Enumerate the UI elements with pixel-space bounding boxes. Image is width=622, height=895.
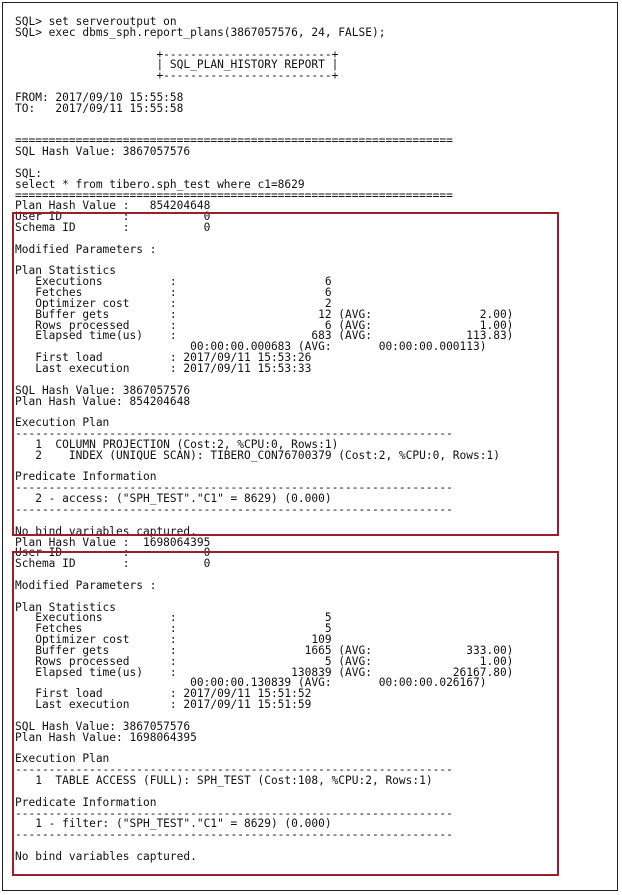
report-line: Last execution : 2017/09/11 15:51:59	[15, 698, 312, 712]
report-line: FROM: 2017/09/10 15:55:58	[15, 90, 184, 104]
report-line: Buffer gets : 1665 (AVG: 333.00)	[15, 643, 514, 657]
report-line: select * from tibero.sph_test where c1=8629	[15, 177, 305, 191]
report-line: Optimizer cost : 2	[15, 296, 332, 310]
report-line: SQL> set serveroutput on	[15, 15, 177, 28]
report-line: | SQL_PLAN_HISTORY REPORT |	[15, 58, 339, 72]
report-line: Schema ID : 0	[15, 221, 211, 235]
report-line: Elapsed time(us) : 683 (AVG: 113.83)	[15, 329, 514, 343]
report-line	[15, 158, 513, 169]
report-line: TO: 2017/09/11 15:55:58	[15, 101, 184, 115]
report-line: Last execution : 2017/09/11 15:53:33	[15, 362, 312, 375]
plan-highlight-box-1	[12, 212, 559, 536]
report-line: Predicate Information	[15, 470, 157, 484]
report-line: -----------------------------------------------------------------	[15, 828, 453, 842]
report-line: 00:00:00.130839 (AVG: 00:00:00.026167)	[15, 676, 487, 690]
report-line: Elapsed time(us) : 130839 (AVG: 26167.80)	[15, 665, 514, 679]
report-line: +-------------------------+	[15, 69, 339, 83]
report-line: Executions : 5	[15, 611, 332, 625]
report-line: Plan Hash Value: 854204648	[15, 394, 191, 408]
report-line: Plan Statistics	[15, 264, 117, 278]
report-line: Fetches : 5	[15, 622, 332, 636]
report-line: Executions : 6	[15, 275, 332, 289]
report-line: Fetches : 6	[15, 286, 332, 300]
report-line: Schema ID : 0	[15, 557, 211, 571]
report-line	[15, 115, 513, 126]
report-line: Predicate Information	[15, 795, 157, 809]
report-line: User ID : 0	[15, 210, 211, 224]
report-line: Plan Hash Value: 1698064395	[15, 730, 197, 744]
report-line: Rows processed : 6 (AVG: 1.00)	[15, 318, 514, 332]
report-line: 00:00:00.000683 (AVG: 00:00:00.000113)	[15, 340, 487, 354]
report-line: -----------------------------------------------------------------	[15, 502, 453, 516]
report-line: -----------------------------------------------------------------	[15, 806, 453, 820]
report-line: =================================================================	[15, 134, 453, 148]
report-line: Optimizer cost : 109	[15, 633, 332, 647]
report-line: Execution Plan	[15, 416, 110, 430]
report-line: SQL> exec dbms_sph.report_plans(3867057576, 24, FALSE);	[15, 25, 386, 39]
report-line: -----------------------------------------------------------------	[15, 763, 453, 777]
report-line: First load : 2017/09/11 15:51:52	[15, 687, 312, 701]
report-line: 2 INDEX (UNIQUE SCAN): TIBERO_CON76700379 (Cost:2, %CPU:0, Rows:1)	[15, 448, 500, 462]
report-line: No bind variables captured.	[15, 524, 197, 538]
report-line: Modified Parameters :	[15, 242, 157, 256]
report-line: =================================================================	[15, 188, 453, 202]
report-line: Plan Hash Value : 854204648	[15, 199, 211, 213]
report-line: Plan Hash Value : 1698064395	[15, 535, 211, 549]
report-line: +-------------------------+	[15, 47, 339, 61]
report-line: Execution Plan	[15, 752, 110, 766]
report-line: SQL Hash Value: 3867057576	[15, 145, 191, 159]
report-line: First load : 2017/09/11 15:53:26	[15, 351, 312, 365]
report-line: No bind variables captured.	[15, 849, 197, 863]
report-line: 2 - access: ("SPH_TEST"."C1" = 8629) (0.000)	[15, 492, 332, 506]
report-line: 1 COLUMN PROJECTION (Cost:2, %CPU:0, Rows:1)	[15, 437, 339, 451]
report-line: SQL Hash Value: 3867057576	[15, 383, 191, 397]
report-line: Rows processed : 5 (AVG: 1.00)	[15, 654, 514, 668]
report-line: Buffer gets : 12 (AVG: 2.00)	[15, 307, 514, 321]
report-line: -----------------------------------------------------------------	[15, 427, 453, 441]
report-line: 1 - filter: ("SPH_TEST"."C1" = 8629) (0.000)	[15, 817, 332, 831]
report-line: 1 TABLE ACCESS (FULL): SPH_TEST (Cost:108, %CPU:2, Rows:1)	[15, 774, 433, 788]
report-line: Modified Parameters :	[15, 578, 157, 592]
report-line: SQL:	[15, 166, 42, 180]
report-line: SQL Hash Value: 3867057576	[15, 719, 191, 733]
report-line: User ID : 0	[15, 546, 211, 560]
report-line: -----------------------------------------------------------------	[15, 481, 453, 495]
plan-highlight-box-2	[12, 551, 559, 876]
report-line: Plan Statistics	[15, 600, 117, 614]
